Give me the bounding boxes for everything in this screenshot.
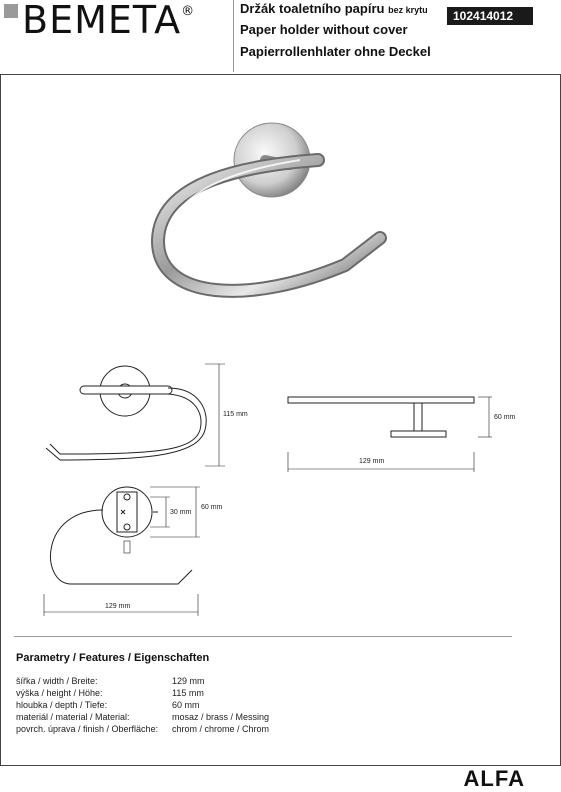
feature-label: materiál / material / Material: <box>16 712 130 722</box>
dimension-width-side: 129 mm <box>359 458 385 465</box>
feature-value: 129 mm <box>172 676 205 686</box>
brand-logo: BEMETA® <box>22 0 196 42</box>
title-english: Paper holder without cover <box>240 22 408 37</box>
features-title: Parametry / Features / Eigenschaften <box>16 652 210 664</box>
dimension-hole-spacing: 30 mm <box>170 509 192 516</box>
front-view <box>46 364 225 466</box>
feature-label: povrch. úprava / finish / Oberfläche: <box>16 724 159 734</box>
feature-label: hloubka / depth / Tiefe: <box>16 700 108 710</box>
title-german: Papierrollenhlater ohne Deckel <box>240 44 431 59</box>
title-czech: Držák toaletního papíru bez krytu <box>240 1 428 16</box>
product-photo <box>158 123 380 291</box>
feature-label: šířka / width / Breite: <box>16 676 98 686</box>
features-divider <box>14 636 512 637</box>
dimension-width-bottom: 129 mm <box>105 603 131 610</box>
dimension-depth: 60 mm <box>494 414 516 421</box>
feature-value: chrom / chrome / Chrom <box>172 724 270 734</box>
side-view <box>288 397 492 472</box>
feature-label: výška / height / Höhe: <box>16 688 103 698</box>
series-name: ALFA <box>463 766 525 791</box>
dimension-height: 115 mm <box>223 411 248 418</box>
mounting-view <box>44 487 200 616</box>
feature-value: 115 mm <box>172 688 204 698</box>
dimension-plate: 60 mm <box>201 504 223 511</box>
product-code-badge: 102414012 <box>447 7 533 25</box>
feature-value: mosaz / brass / Messing <box>172 712 270 722</box>
feature-value: 60 mm <box>172 700 200 710</box>
